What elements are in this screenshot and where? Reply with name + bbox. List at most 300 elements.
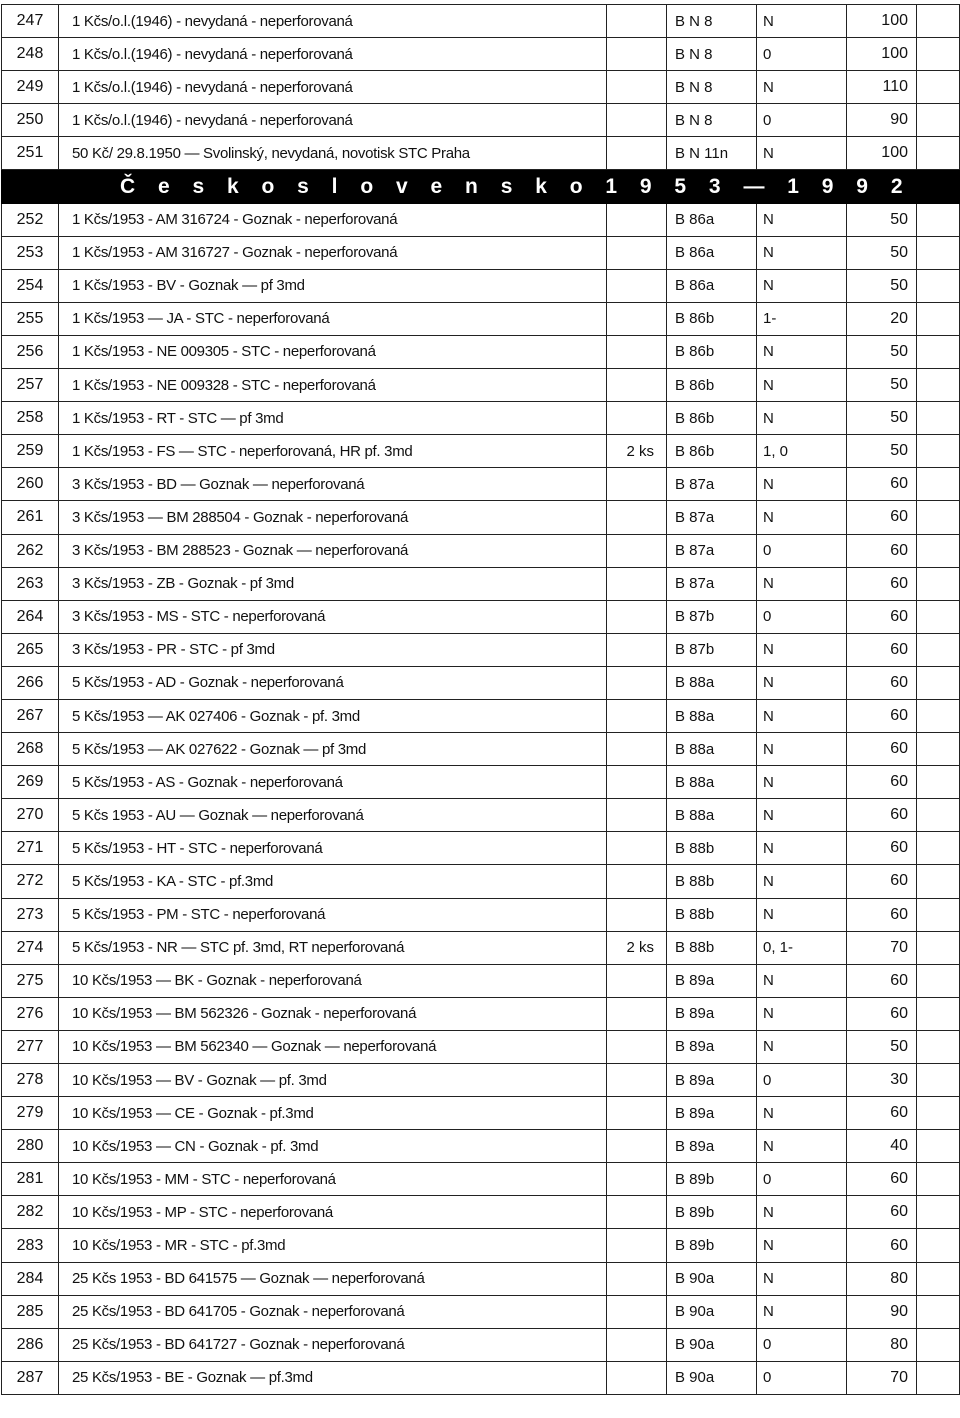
catalog-number: B 88b	[667, 898, 757, 931]
item-price: 70	[847, 931, 917, 964]
item-grade: N	[757, 1196, 847, 1229]
catalog-number: B 86a	[667, 236, 757, 269]
item-grade: N	[757, 699, 847, 732]
item-price: 60	[847, 633, 917, 666]
item-price: 30	[847, 1064, 917, 1097]
item-quantity	[607, 666, 667, 699]
table-row	[2, 269, 960, 302]
catalog-number: B 86b	[667, 335, 757, 368]
table-row	[2, 137, 960, 170]
item-number: 248	[2, 38, 59, 71]
item-quantity	[607, 699, 667, 732]
catalog-number: B N 8	[667, 5, 757, 38]
item-description: 10 Kčs/1953 — BM 562326 - Goznak - neperforovaná	[59, 997, 607, 1030]
item-number: 262	[2, 534, 59, 567]
item-description: 3 Kčs/1953 - MS - STC - neperforovaná	[59, 600, 607, 633]
item-price: 60	[847, 534, 917, 567]
item-price: 70	[847, 1361, 917, 1394]
item-description: 1 Kčs/1953 - RT - STC — pf 3md	[59, 402, 607, 435]
item-grade: 0	[757, 600, 847, 633]
item-description: 10 Kčs/1953 — BM 562340 — Goznak — neperforovaná	[59, 1030, 607, 1063]
item-quantity	[607, 766, 667, 799]
item-grade: N	[757, 1097, 847, 1130]
item-number: 252	[2, 203, 59, 236]
catalog-number: B 89a	[667, 1097, 757, 1130]
item-quantity	[607, 1163, 667, 1196]
item-price: 60	[847, 501, 917, 534]
catalog-number: B 88a	[667, 799, 757, 832]
catalog-number: B 86a	[667, 203, 757, 236]
table-row	[2, 699, 960, 732]
item-quantity	[607, 799, 667, 832]
item-quantity: 2 ks	[607, 435, 667, 468]
item-number: 268	[2, 733, 59, 766]
table-row	[2, 997, 960, 1030]
item-price: 50	[847, 335, 917, 368]
empty-cell	[917, 865, 960, 898]
item-grade: N	[757, 666, 847, 699]
table-row	[2, 302, 960, 335]
item-price: 50	[847, 203, 917, 236]
empty-cell	[917, 302, 960, 335]
table-row	[2, 865, 960, 898]
item-quantity	[607, 898, 667, 931]
item-description: 5 Kčs/1953 - HT - STC - neperforovaná	[59, 832, 607, 865]
table-row	[2, 1262, 960, 1295]
item-quantity	[607, 1262, 667, 1295]
table-row	[2, 1229, 960, 1262]
item-quantity	[607, 1229, 667, 1262]
item-number: 280	[2, 1130, 59, 1163]
item-grade: N	[757, 369, 847, 402]
item-grade: 1-	[757, 302, 847, 335]
table-row	[2, 468, 960, 501]
section-title: Č e s k o s l o v e n s k o 1 9 5 3 — 1 9 9 2	[2, 170, 960, 203]
item-grade: N	[757, 766, 847, 799]
table-row	[2, 633, 960, 666]
item-description: 50 Kč/ 29.8.1950 — Svolinský, nevydaná, novotisk STC Praha	[59, 137, 607, 170]
item-quantity	[607, 600, 667, 633]
item-price: 60	[847, 964, 917, 997]
item-grade: 0	[757, 1064, 847, 1097]
table-row	[2, 236, 960, 269]
catalog-number: B 87b	[667, 633, 757, 666]
catalog-number: B 89b	[667, 1196, 757, 1229]
empty-cell	[917, 236, 960, 269]
item-quantity	[607, 269, 667, 302]
item-quantity	[607, 501, 667, 534]
item-number: 255	[2, 302, 59, 335]
section-header	[2, 170, 960, 203]
catalog-number: B 87a	[667, 567, 757, 600]
item-grade: 1, 0	[757, 435, 847, 468]
item-description: 1 Kčs/1953 - BV - Goznak — pf 3md	[59, 269, 607, 302]
item-quantity	[607, 1295, 667, 1328]
item-price: 60	[847, 1196, 917, 1229]
item-quantity	[607, 1030, 667, 1063]
empty-cell	[917, 799, 960, 832]
empty-cell	[917, 1361, 960, 1394]
item-number: 254	[2, 269, 59, 302]
item-price: 60	[847, 600, 917, 633]
item-number: 259	[2, 435, 59, 468]
empty-cell	[917, 38, 960, 71]
catalog-number: B 88a	[667, 766, 757, 799]
catalog-number: B 88a	[667, 666, 757, 699]
item-quantity	[607, 236, 667, 269]
item-grade: N	[757, 898, 847, 931]
item-description: 5 Kčs/1953 - NR — STC pf. 3md, RT neperforovaná	[59, 931, 607, 964]
item-grade: 0	[757, 1163, 847, 1196]
empty-cell	[917, 5, 960, 38]
empty-cell	[917, 1030, 960, 1063]
item-grade: N	[757, 5, 847, 38]
item-description: 1 Kčs/o.l.(1946) - nevydaná - neperforovaná	[59, 5, 607, 38]
item-quantity	[607, 203, 667, 236]
item-quantity	[607, 302, 667, 335]
catalog-number: B 90a	[667, 1295, 757, 1328]
catalog-number: B N 8	[667, 38, 757, 71]
item-description: 1 Kčs/1953 - NE 009305 - STC - neperforovaná	[59, 335, 607, 368]
item-number: 284	[2, 1262, 59, 1295]
catalog-number: B 89b	[667, 1163, 757, 1196]
item-description: 10 Kčs/1953 - MR - STC - pf.3md	[59, 1229, 607, 1262]
item-description: 3 Kčs/1953 - BM 288523 - Goznak — neperforovaná	[59, 534, 607, 567]
item-price: 50	[847, 1030, 917, 1063]
catalog-number: B 86b	[667, 302, 757, 335]
table-row	[2, 1295, 960, 1328]
catalog-number: B 89a	[667, 1064, 757, 1097]
catalog-rows-before	[2, 5, 960, 170]
item-number: 279	[2, 1097, 59, 1130]
item-number: 285	[2, 1295, 59, 1328]
item-quantity	[607, 71, 667, 104]
item-number: 247	[2, 5, 59, 38]
item-price: 60	[847, 766, 917, 799]
item-grade: N	[757, 832, 847, 865]
table-row	[2, 1097, 960, 1130]
empty-cell	[917, 997, 960, 1030]
item-quantity	[607, 1196, 667, 1229]
item-quantity	[607, 832, 667, 865]
catalog-number: B 87a	[667, 534, 757, 567]
empty-cell	[917, 71, 960, 104]
section-header-row	[2, 170, 960, 203]
item-price: 40	[847, 1130, 917, 1163]
table-row	[2, 1130, 960, 1163]
item-number: 282	[2, 1196, 59, 1229]
catalog-number: B 88a	[667, 733, 757, 766]
item-price: 50	[847, 402, 917, 435]
item-number: 257	[2, 369, 59, 402]
item-grade: N	[757, 236, 847, 269]
item-description: 1 Kčs/o.l.(1946) - nevydaná - neperforovaná	[59, 104, 607, 137]
catalog-number: B 89a	[667, 1130, 757, 1163]
catalog-number: B 87a	[667, 501, 757, 534]
catalog-number: B 89a	[667, 964, 757, 997]
item-description: 5 Kčs/1953 — AK 027622 - Goznak — pf 3md	[59, 733, 607, 766]
empty-cell	[917, 633, 960, 666]
item-price: 60	[847, 997, 917, 1030]
empty-cell	[917, 964, 960, 997]
empty-cell	[917, 1328, 960, 1361]
item-number: 266	[2, 666, 59, 699]
item-description: 1 Kčs/1953 - NE 009328 - STC - neperforovaná	[59, 369, 607, 402]
item-number: 260	[2, 468, 59, 501]
item-description: 1 Kčs/1953 - AM 316724 - Goznak - neperforovaná	[59, 203, 607, 236]
table-row	[2, 1064, 960, 1097]
item-price: 100	[847, 137, 917, 170]
empty-cell	[917, 666, 960, 699]
item-number: 276	[2, 997, 59, 1030]
item-price: 60	[847, 699, 917, 732]
item-description: 5 Kčs 1953 - AU — Goznak — neperforovaná	[59, 799, 607, 832]
item-number: 271	[2, 832, 59, 865]
item-price: 80	[847, 1328, 917, 1361]
item-description: 1 Kčs/1953 - AM 316727 - Goznak - neperforovaná	[59, 236, 607, 269]
item-quantity	[607, 1328, 667, 1361]
item-quantity	[607, 1097, 667, 1130]
item-description: 5 Kčs/1953 - AD - Goznak - neperforovaná	[59, 666, 607, 699]
catalog-number: B 89b	[667, 1229, 757, 1262]
table-row	[2, 733, 960, 766]
item-grade: 0, 1-	[757, 931, 847, 964]
item-number: 274	[2, 931, 59, 964]
item-price: 90	[847, 104, 917, 137]
catalog-number: B 89a	[667, 1030, 757, 1063]
catalog-number: B N 8	[667, 104, 757, 137]
item-price: 60	[847, 1229, 917, 1262]
item-price: 60	[847, 567, 917, 600]
table-row	[2, 1328, 960, 1361]
item-grade: N	[757, 964, 847, 997]
catalog-number: B 90a	[667, 1328, 757, 1361]
item-description: 5 Kčs/1953 - PM - STC - neperforovaná	[59, 898, 607, 931]
item-number: 277	[2, 1030, 59, 1063]
table-row	[2, 766, 960, 799]
table-row	[2, 567, 960, 600]
catalog-number: B 86a	[667, 269, 757, 302]
table-row	[2, 534, 960, 567]
table-row	[2, 931, 960, 964]
empty-cell	[917, 1295, 960, 1328]
item-grade: N	[757, 865, 847, 898]
item-grade: N	[757, 1262, 847, 1295]
catalog-number: B 88a	[667, 699, 757, 732]
table-row	[2, 369, 960, 402]
table-row	[2, 1163, 960, 1196]
item-grade: N	[757, 633, 847, 666]
item-quantity	[607, 1130, 667, 1163]
item-price: 20	[847, 302, 917, 335]
item-grade: 0	[757, 1328, 847, 1361]
item-grade: N	[757, 997, 847, 1030]
item-description: 5 Kčs/1953 — AK 027406 - Goznak - pf. 3md	[59, 699, 607, 732]
item-number: 256	[2, 335, 59, 368]
item-number: 275	[2, 964, 59, 997]
catalog-number: B 87b	[667, 600, 757, 633]
item-number: 263	[2, 567, 59, 600]
item-price: 90	[847, 1295, 917, 1328]
table-row	[2, 501, 960, 534]
item-price: 60	[847, 1097, 917, 1130]
item-number: 272	[2, 865, 59, 898]
empty-cell	[917, 534, 960, 567]
empty-cell	[917, 898, 960, 931]
item-grade: N	[757, 1030, 847, 1063]
item-number: 265	[2, 633, 59, 666]
empty-cell	[917, 137, 960, 170]
item-grade: 0	[757, 104, 847, 137]
item-grade: N	[757, 1295, 847, 1328]
item-grade: N	[757, 468, 847, 501]
item-quantity	[607, 38, 667, 71]
item-price: 100	[847, 5, 917, 38]
item-price: 60	[847, 799, 917, 832]
item-description: 1 Kčs/o.l.(1946) - nevydaná - neperforovaná	[59, 38, 607, 71]
empty-cell	[917, 335, 960, 368]
item-description: 25 Kčs/1953 - BD 641727 - Goznak - neperforovaná	[59, 1328, 607, 1361]
table-row	[2, 1196, 960, 1229]
item-number: 278	[2, 1064, 59, 1097]
item-quantity	[607, 1361, 667, 1394]
table-row	[2, 335, 960, 368]
item-grade: N	[757, 501, 847, 534]
empty-cell	[917, 832, 960, 865]
empty-cell	[917, 1130, 960, 1163]
catalog-number: B 88b	[667, 832, 757, 865]
item-quantity	[607, 964, 667, 997]
item-price: 60	[847, 666, 917, 699]
catalog-number: B N 11n	[667, 137, 757, 170]
item-number: 258	[2, 402, 59, 435]
catalog-rows-after	[2, 203, 960, 1394]
item-price: 110	[847, 71, 917, 104]
table-row	[2, 832, 960, 865]
table-row	[2, 203, 960, 236]
empty-cell	[917, 1064, 960, 1097]
empty-cell	[917, 1196, 960, 1229]
item-quantity	[607, 369, 667, 402]
empty-cell	[917, 1163, 960, 1196]
item-description: 5 Kčs/1953 - AS - Goznak - neperforovaná	[59, 766, 607, 799]
table-row	[2, 799, 960, 832]
item-description: 25 Kčs/1953 - BE - Goznak — pf.3md	[59, 1361, 607, 1394]
item-description: 3 Kčs/1953 - BD — Goznak — neperforovaná	[59, 468, 607, 501]
item-description: 25 Kčs 1953 - BD 641575 — Goznak — neperforovaná	[59, 1262, 607, 1295]
item-grade: N	[757, 335, 847, 368]
item-grade: N	[757, 567, 847, 600]
table-row	[2, 666, 960, 699]
item-price: 60	[847, 832, 917, 865]
item-number: 270	[2, 799, 59, 832]
item-grade: N	[757, 71, 847, 104]
item-number: 249	[2, 71, 59, 104]
item-number: 269	[2, 766, 59, 799]
item-price: 80	[847, 1262, 917, 1295]
catalog-number: B N 8	[667, 71, 757, 104]
item-quantity	[607, 402, 667, 435]
item-number: 287	[2, 1361, 59, 1394]
table-row	[2, 1030, 960, 1063]
empty-cell	[917, 501, 960, 534]
item-number: 250	[2, 104, 59, 137]
item-price: 60	[847, 468, 917, 501]
item-description: 25 Kčs/1953 - BD 641705 - Goznak - neperforovaná	[59, 1295, 607, 1328]
empty-cell	[917, 766, 960, 799]
item-number: 273	[2, 898, 59, 931]
item-quantity	[607, 733, 667, 766]
item-description: 10 Kčs/1953 — BK - Goznak - neperforovaná	[59, 964, 607, 997]
empty-cell	[917, 600, 960, 633]
catalog-number: B 90a	[667, 1262, 757, 1295]
item-quantity	[607, 468, 667, 501]
item-quantity	[607, 104, 667, 137]
item-number: 264	[2, 600, 59, 633]
empty-cell	[917, 203, 960, 236]
empty-cell	[917, 104, 960, 137]
empty-cell	[917, 931, 960, 964]
item-quantity: 2 ks	[607, 931, 667, 964]
item-grade: N	[757, 1229, 847, 1262]
item-price: 60	[847, 898, 917, 931]
table-row	[2, 104, 960, 137]
table-row	[2, 435, 960, 468]
catalog-number: B 86b	[667, 435, 757, 468]
catalog-number: B 89a	[667, 997, 757, 1030]
item-description: 10 Kčs/1953 — CE - Goznak - pf.3md	[59, 1097, 607, 1130]
item-price: 100	[847, 38, 917, 71]
item-grade: 0	[757, 38, 847, 71]
table-row	[2, 5, 960, 38]
item-number: 267	[2, 699, 59, 732]
item-description: 3 Kčs/1953 - PR - STC - pf 3md	[59, 633, 607, 666]
item-description: 10 Kčs/1953 — BV - Goznak — pf. 3md	[59, 1064, 607, 1097]
item-number: 261	[2, 501, 59, 534]
item-description: 1 Kčs/o.l.(1946) - nevydaná - neperforovaná	[59, 71, 607, 104]
item-number: 281	[2, 1163, 59, 1196]
item-grade: N	[757, 733, 847, 766]
item-description: 5 Kčs/1953 - KA - STC - pf.3md	[59, 865, 607, 898]
item-grade: N	[757, 799, 847, 832]
item-quantity	[607, 137, 667, 170]
item-quantity	[607, 567, 667, 600]
empty-cell	[917, 369, 960, 402]
item-grade: 0	[757, 1361, 847, 1394]
catalog-number: B 88b	[667, 931, 757, 964]
item-description: 1 Kčs/1953 - FS — STC - neperforovaná, HR pf. 3md	[59, 435, 607, 468]
table-row	[2, 964, 960, 997]
item-grade: N	[757, 203, 847, 236]
catalog-number: B 88b	[667, 865, 757, 898]
item-quantity	[607, 633, 667, 666]
item-description: 10 Kčs/1953 — CN - Goznak - pf. 3md	[59, 1130, 607, 1163]
item-quantity	[607, 997, 667, 1030]
item-quantity	[607, 335, 667, 368]
item-description: 3 Kčs/1953 - ZB - Goznak - pf 3md	[59, 567, 607, 600]
table-row	[2, 1361, 960, 1394]
item-price: 50	[847, 369, 917, 402]
item-price: 60	[847, 1163, 917, 1196]
empty-cell	[917, 567, 960, 600]
item-quantity	[607, 1064, 667, 1097]
catalog-table	[1, 4, 960, 1395]
item-grade: N	[757, 269, 847, 302]
empty-cell	[917, 468, 960, 501]
item-grade: N	[757, 1130, 847, 1163]
table-row	[2, 38, 960, 71]
empty-cell	[917, 699, 960, 732]
